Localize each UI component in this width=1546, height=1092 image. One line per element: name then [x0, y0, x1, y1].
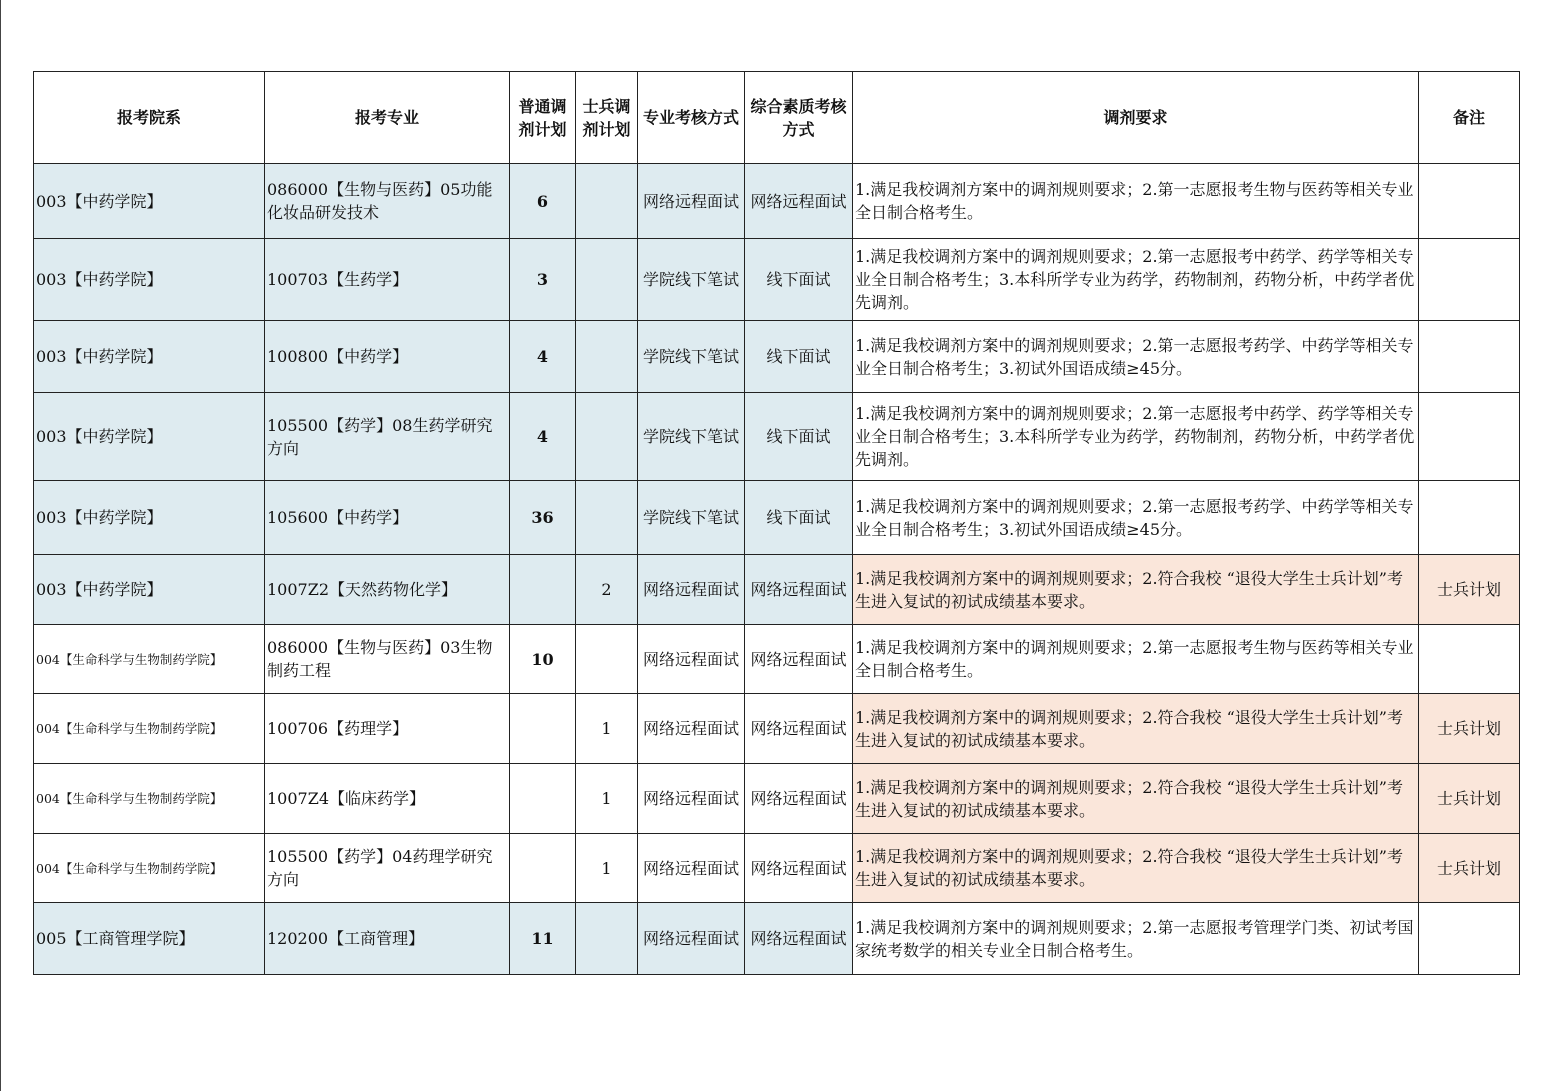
table-row — [34, 555, 1520, 625]
header-regular-plan: 普通调剂计划 — [510, 72, 576, 164]
exam-method-cell: 网络远程面试 — [638, 555, 745, 625]
requirements-cell: 1.满足我校调剂方案中的调剂规则要求；2.符合我校 “退役大学生士兵计划”考生进入复试的初试成绩基本要求。 — [853, 694, 1419, 764]
requirements-cell: 1.满足我校调剂方案中的调剂规则要求；2.符合我校 “退役大学生士兵计划”考生进入复试的初试成绩基本要求。 — [853, 834, 1419, 903]
regular-plan-cell — [510, 694, 576, 764]
table-row — [34, 393, 1520, 481]
major-cell: 086000【生物与医药】05功能化妆品研发技术 — [265, 164, 510, 239]
dept-cell: 003【中药学院】 — [34, 555, 265, 625]
soldier-plan-cell: 1 — [576, 834, 638, 903]
regular-plan-cell: 6 — [510, 164, 576, 239]
exam-method-cell: 学院线下笔试 — [638, 481, 745, 555]
header-remarks: 备注 — [1419, 72, 1520, 164]
exam-method-cell: 网络远程面试 — [638, 903, 745, 975]
requirements-cell: 1.满足我校调剂方案中的调剂规则要求；2.第一志愿报考管理学门类、初试考国家统考数学的相关专业全日制合格考生。 — [853, 903, 1419, 975]
remarks-cell — [1419, 903, 1520, 975]
dept-cell: 003【中药学院】 — [34, 321, 265, 393]
soldier-plan-cell — [576, 625, 638, 694]
quality-method-cell: 网络远程面试 — [745, 903, 853, 975]
exam-method-cell: 网络远程面试 — [638, 625, 745, 694]
table-row — [34, 239, 1520, 321]
major-cell: 1007Z4【临床药学】 — [265, 764, 510, 834]
remarks-cell — [1419, 321, 1520, 393]
regular-plan-cell: 11 — [510, 903, 576, 975]
regular-plan-cell — [510, 555, 576, 625]
dept-cell: 004【生命科学与生物制药学院】 — [34, 834, 265, 903]
quality-method-cell: 网络远程面试 — [745, 834, 853, 903]
major-cell: 105500【药学】08生药学研究方向 — [265, 393, 510, 481]
requirements-cell: 1.满足我校调剂方案中的调剂规则要求；2.符合我校 “退役大学生士兵计划”考生进入复试的初试成绩基本要求。 — [853, 555, 1419, 625]
requirements-cell: 1.满足我校调剂方案中的调剂规则要求；2.第一志愿报考药学、中药学等相关专业全日制合格考生；3.初试外国语成绩≥45分。 — [853, 321, 1419, 393]
regular-plan-cell — [510, 834, 576, 903]
header-major: 报考专业 — [265, 72, 510, 164]
quality-method-cell: 线下面试 — [745, 321, 853, 393]
table-row — [34, 764, 1520, 834]
header-row — [34, 72, 1520, 164]
table-row — [34, 625, 1520, 694]
soldier-plan-cell: 2 — [576, 555, 638, 625]
exam-method-cell: 网络远程面试 — [638, 834, 745, 903]
soldier-plan-cell — [576, 164, 638, 239]
quality-method-cell: 线下面试 — [745, 481, 853, 555]
regular-plan-cell: 10 — [510, 625, 576, 694]
header-quality-method: 综合素质考核方式 — [745, 72, 853, 164]
major-cell: 100703【生药学】 — [265, 239, 510, 321]
dept-cell: 003【中药学院】 — [34, 164, 265, 239]
exam-method-cell: 学院线下笔试 — [638, 239, 745, 321]
quality-method-cell: 网络远程面试 — [745, 694, 853, 764]
dept-cell: 004【生命科学与生物制药学院】 — [34, 625, 265, 694]
header-soldier-plan: 士兵调剂计划 — [576, 72, 638, 164]
table-row — [34, 164, 1520, 239]
dept-cell: 005【工商管理学院】 — [34, 903, 265, 975]
quality-method-cell: 网络远程面试 — [745, 555, 853, 625]
regular-plan-cell — [510, 764, 576, 834]
regular-plan-cell: 4 — [510, 393, 576, 481]
exam-method-cell: 网络远程面试 — [638, 764, 745, 834]
table-row — [34, 321, 1520, 393]
requirements-cell: 1.满足我校调剂方案中的调剂规则要求；2.符合我校 “退役大学生士兵计划”考生进入复试的初试成绩基本要求。 — [853, 764, 1419, 834]
remarks-cell: 士兵计划 — [1419, 694, 1520, 764]
dept-cell: 004【生命科学与生物制药学院】 — [34, 764, 265, 834]
major-cell: 1007Z2【天然药物化学】 — [265, 555, 510, 625]
soldier-plan-cell: 1 — [576, 764, 638, 834]
remarks-cell — [1419, 164, 1520, 239]
dept-cell: 004【生命科学与生物制药学院】 — [34, 694, 265, 764]
quality-method-cell: 线下面试 — [745, 393, 853, 481]
exam-method-cell: 网络远程面试 — [638, 694, 745, 764]
regular-plan-cell: 4 — [510, 321, 576, 393]
soldier-plan-cell — [576, 903, 638, 975]
quality-method-cell: 网络远程面试 — [745, 625, 853, 694]
exam-method-cell: 网络远程面试 — [638, 164, 745, 239]
header-requirements: 调剂要求 — [853, 72, 1419, 164]
header-exam-method: 专业考核方式 — [638, 72, 745, 164]
remarks-cell: 士兵计划 — [1419, 834, 1520, 903]
header-dept: 报考院系 — [34, 72, 265, 164]
remarks-cell — [1419, 239, 1520, 321]
requirements-cell: 1.满足我校调剂方案中的调剂规则要求；2.第一志愿报考药学、中药学等相关专业全日制合格考生；3.初试外国语成绩≥45分。 — [853, 481, 1419, 555]
major-cell: 100706【药理学】 — [265, 694, 510, 764]
exam-method-cell: 学院线下笔试 — [638, 393, 745, 481]
exam-method-cell: 学院线下笔试 — [638, 321, 745, 393]
major-cell: 100800【中药学】 — [265, 321, 510, 393]
adjustment-table — [33, 71, 1520, 975]
dept-cell: 003【中药学院】 — [34, 393, 265, 481]
soldier-plan-cell — [576, 321, 638, 393]
requirements-cell: 1.满足我校调剂方案中的调剂规则要求；2.第一志愿报考生物与医药等相关专业全日制合格考生。 — [853, 164, 1419, 239]
quality-method-cell: 网络远程面试 — [745, 164, 853, 239]
major-cell: 105500【药学】04药理学研究方向 — [265, 834, 510, 903]
dept-cell: 003【中药学院】 — [34, 239, 265, 321]
table-row — [34, 481, 1520, 555]
soldier-plan-cell — [576, 239, 638, 321]
quality-method-cell: 网络远程面试 — [745, 764, 853, 834]
major-cell: 120200【工商管理】 — [265, 903, 510, 975]
soldier-plan-cell — [576, 393, 638, 481]
quality-method-cell: 线下面试 — [745, 239, 853, 321]
requirements-cell: 1.满足我校调剂方案中的调剂规则要求；2.第一志愿报考中药学、药学等相关专业全日制合格考生；3.本科所学专业为药学，药物制剂，药物分析，中药学者优先调剂。 — [853, 393, 1419, 481]
soldier-plan-cell: 1 — [576, 694, 638, 764]
regular-plan-cell: 3 — [510, 239, 576, 321]
remarks-cell: 士兵计划 — [1419, 555, 1520, 625]
remarks-cell — [1419, 625, 1520, 694]
table-row — [34, 694, 1520, 764]
soldier-plan-cell — [576, 481, 638, 555]
major-cell: 105600【中药学】 — [265, 481, 510, 555]
regular-plan-cell: 36 — [510, 481, 576, 555]
requirements-cell: 1.满足我校调剂方案中的调剂规则要求；2.第一志愿报考生物与医药等相关专业全日制合格考生。 — [853, 625, 1419, 694]
requirements-cell: 1.满足我校调剂方案中的调剂规则要求；2.第一志愿报考中药学、药学等相关专业全日制合格考生；3.本科所学专业为药学，药物制剂，药物分析，中药学者优先调剂。 — [853, 239, 1419, 321]
remarks-cell — [1419, 393, 1520, 481]
table-row — [34, 903, 1520, 975]
remarks-cell: 士兵计划 — [1419, 764, 1520, 834]
major-cell: 086000【生物与医药】03生物制药工程 — [265, 625, 510, 694]
remarks-cell — [1419, 481, 1520, 555]
table-row — [34, 834, 1520, 903]
dept-cell: 003【中药学院】 — [34, 481, 265, 555]
